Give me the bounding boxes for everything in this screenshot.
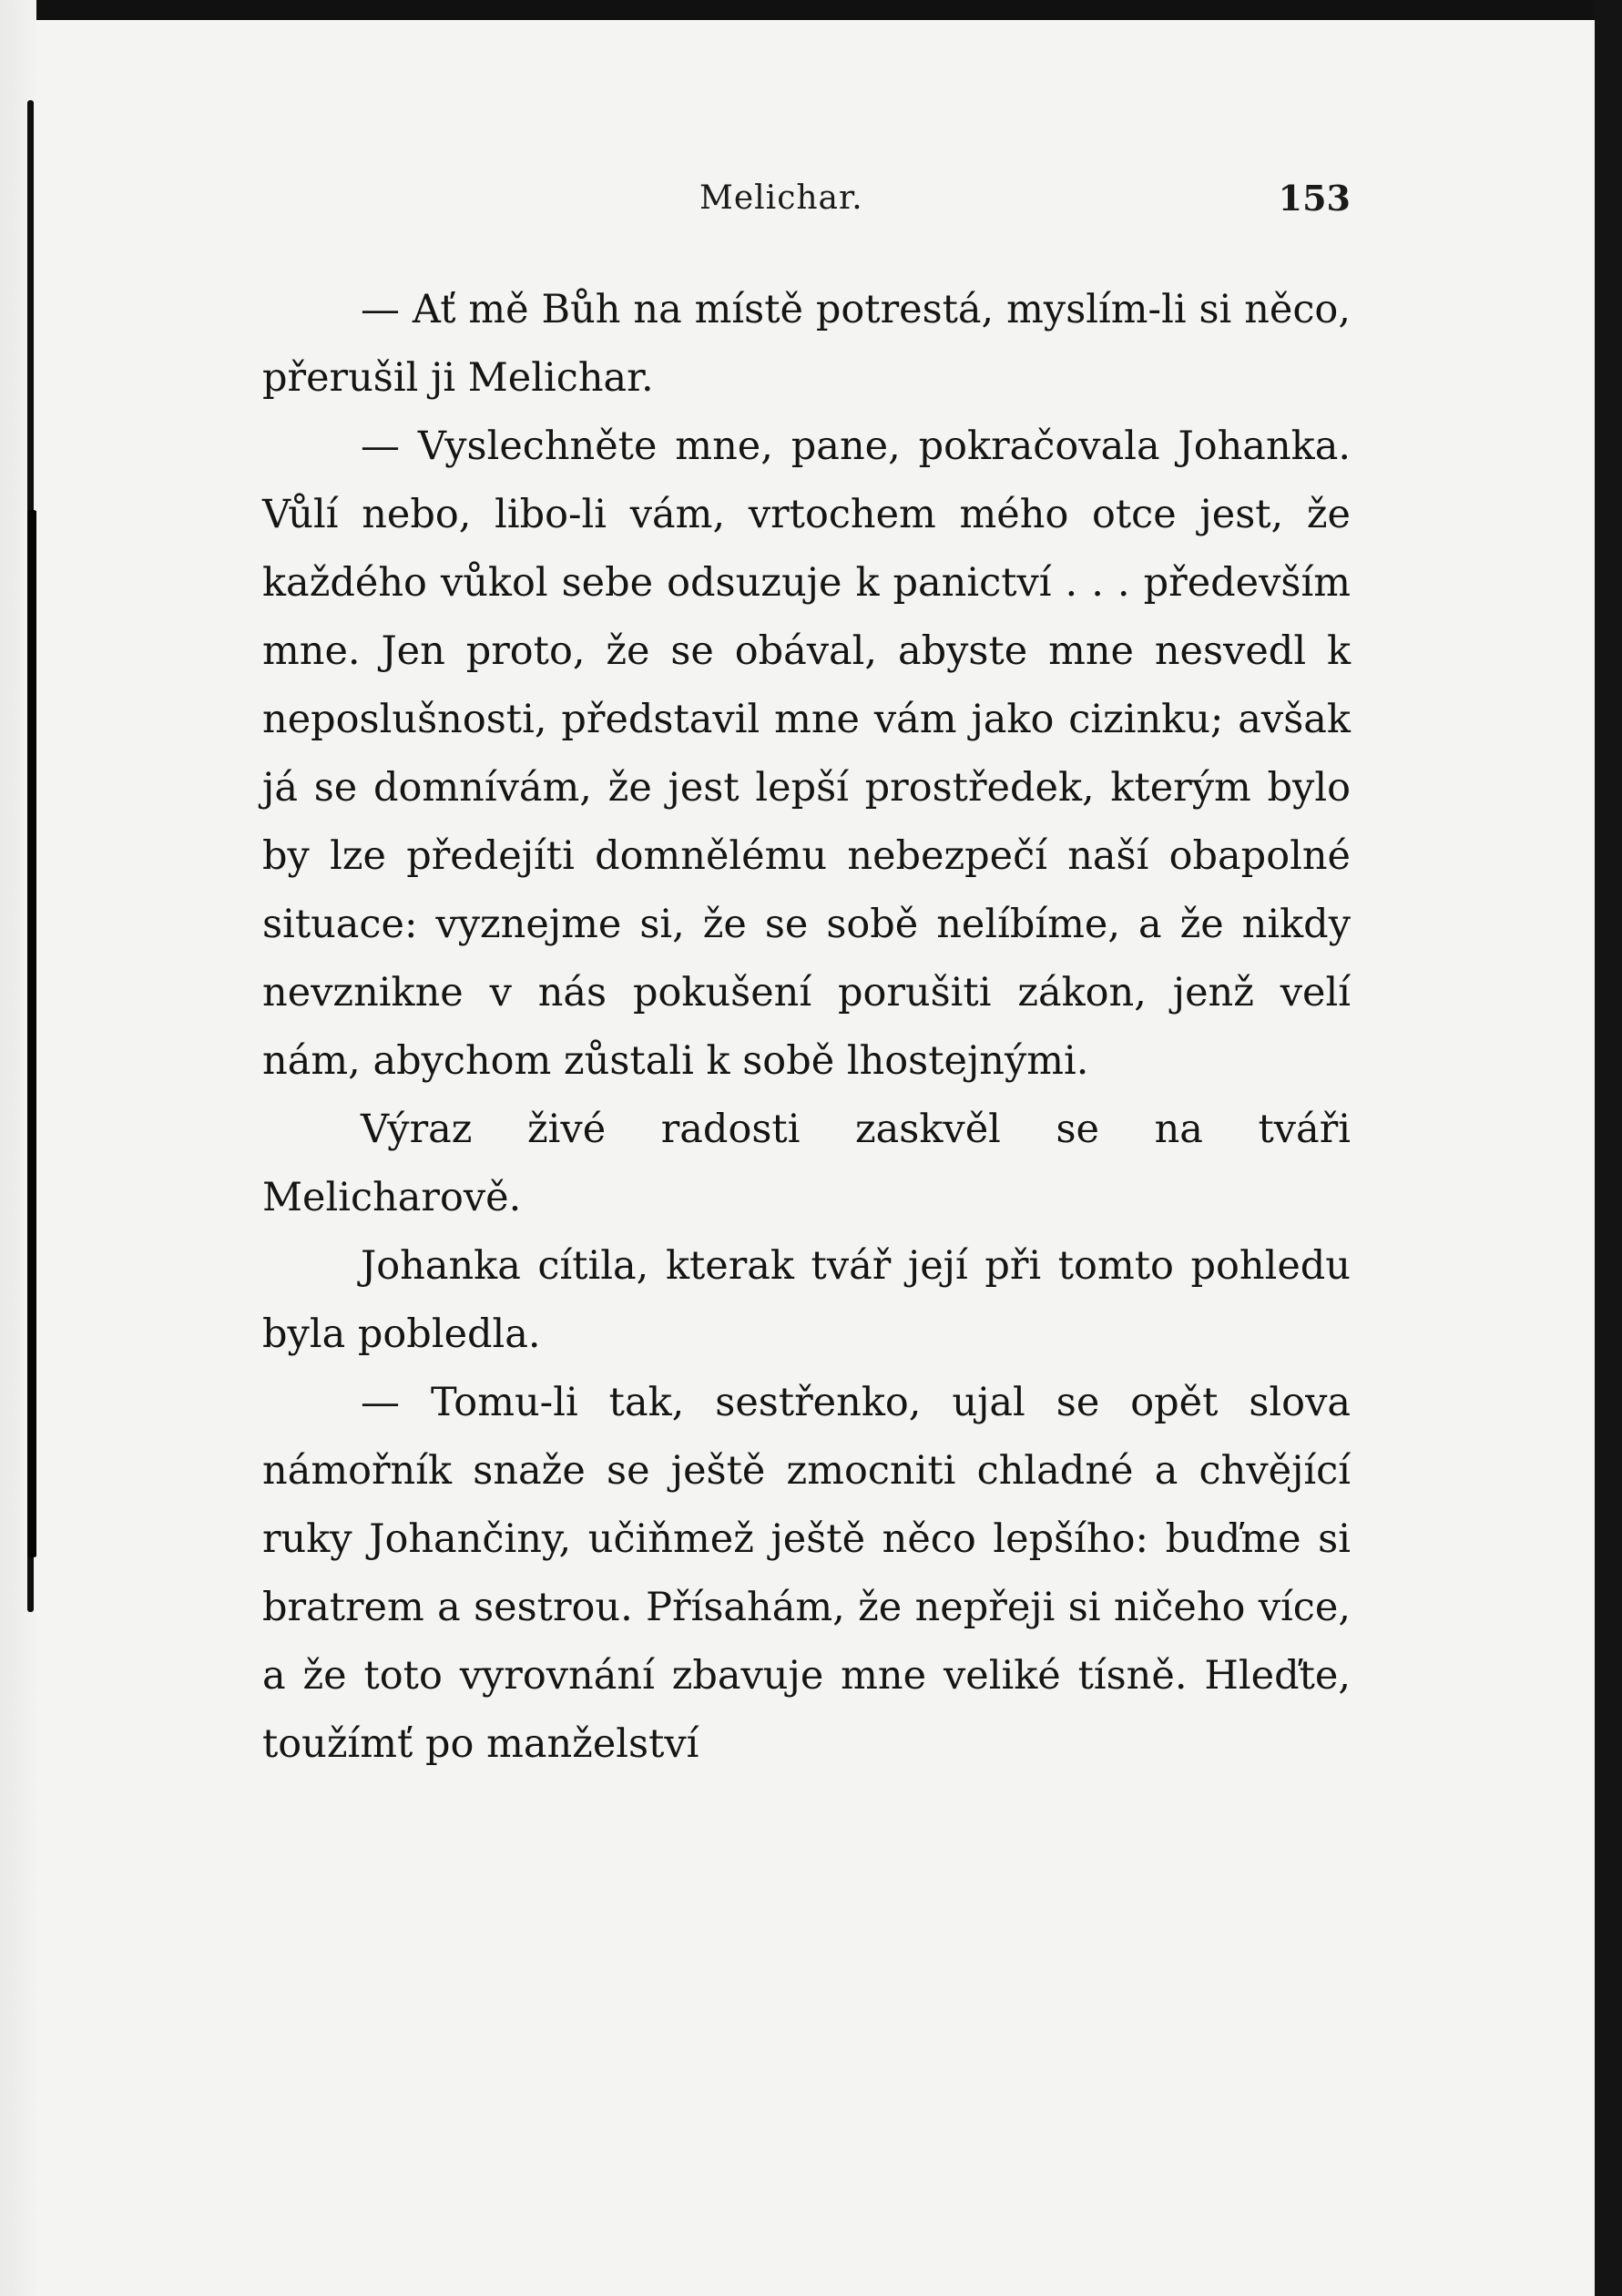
paragraph: — Tomu-li tak, sestřenko, ujal se opět slova námořník snaže se ještě zmocniti chladné a chvějící ruky Johančiny, učiňmež ještě něco lepšího: buďme si bratrem a sestrou. Přísahám, že nepřeji si ničeho více, a že toto vyrovnání zbavuje mne veliké tísně. Hleďte, toužímť po manželství xyxy=(262,1380,1351,1767)
paragraph: — Ať mě Bůh na místě potrestá, myslím-li si něco, přerušil ji Melichar. xyxy=(262,287,1351,401)
paragraph: — Vyslechněte mne, pane, pokračovala Johanka. Vůlí nebo, libo-li vám, vrtochem mého otce jest, že každého vůkol sebe odsuzuje k panictví . . . především mne. Jen proto, že se obával, abyste mne nesvedl k neposlušnosti, představil mne vám jako cizinku; avšak já se domnívám, že jest lepší prostředek, kterým bylo by lze předejíti domnělému nebezpečí naší obapolné situace: vyznejme si, že se sobě nelíbíme, a že nikdy nevznikne v nás pokušení porušiti zákon, jenž velí nám, abychom zůstali k sobě lhostejnými. xyxy=(262,423,1351,1084)
paragraph: Výraz živé radosti zaskvěl se na tváři Melicharově. xyxy=(262,1107,1351,1220)
scan-border-top xyxy=(0,0,1622,20)
running-head xyxy=(262,168,1351,223)
body-text xyxy=(262,276,1351,1779)
scan-border-right xyxy=(1595,0,1622,2296)
paragraph: Johanka cítila, kterak tvář její při tomto pohledu byla pobledla. xyxy=(262,1243,1351,1357)
page-number: 153 xyxy=(1278,178,1351,219)
running-title: Melichar. xyxy=(699,179,863,217)
